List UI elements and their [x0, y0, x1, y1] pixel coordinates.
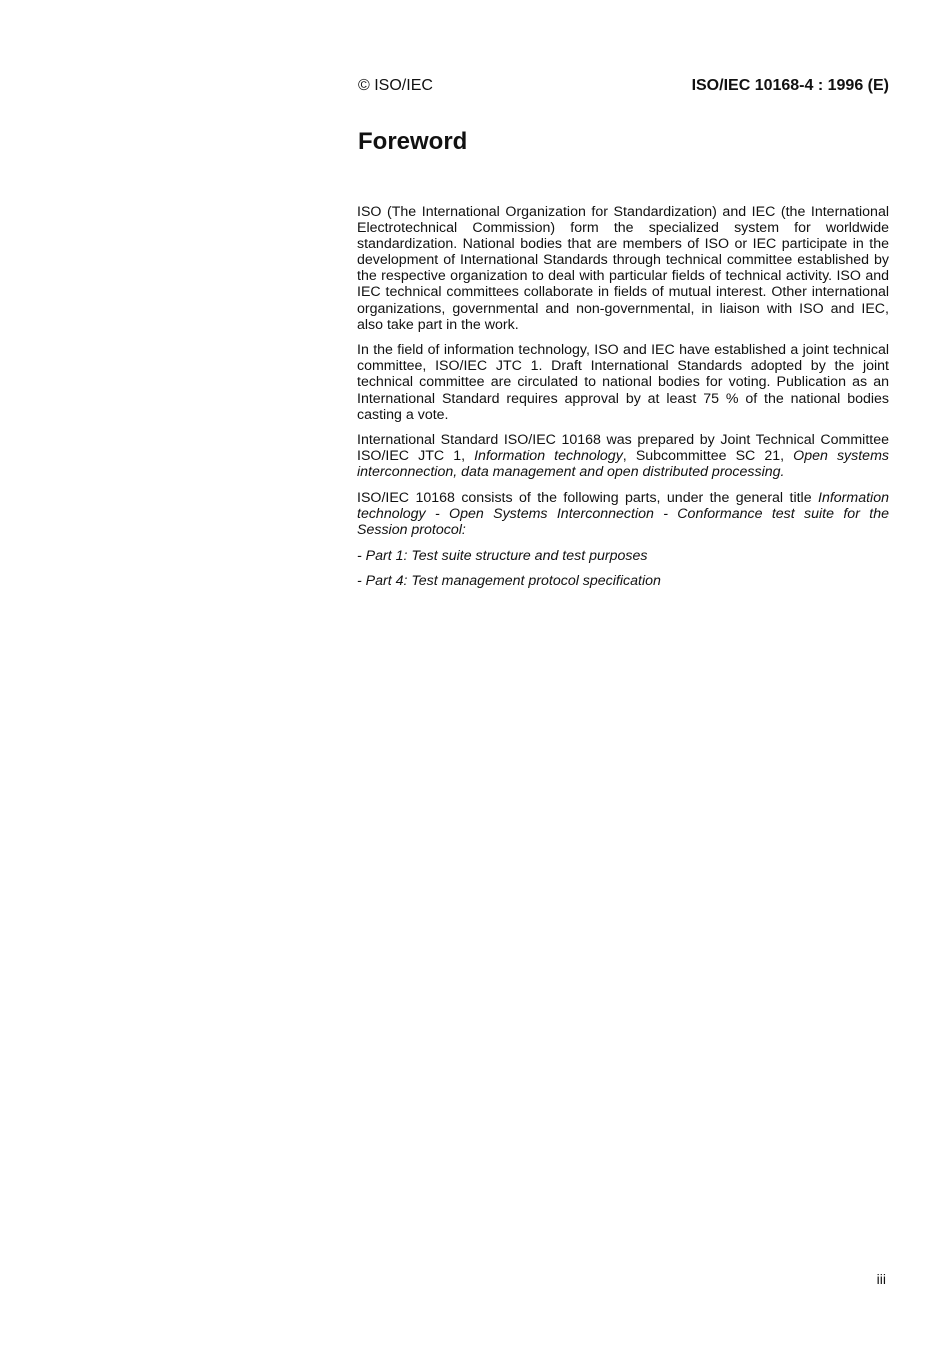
prepared-text-2: , Subcommittee SC 21, [622, 448, 794, 465]
page-title: Foreword [358, 128, 468, 155]
prepared-italic-2: Open systems interconnection, data management and open distributed processing. [357, 448, 889, 481]
paragraph-jtc1: In the field of information technology, ISO and IEC have established a joint technical committee, ISO/IEC JTC 1. Draft International Standards adopted by the joint technical committee are circulated to national bodies for voting. Publication as an International Standard requires approval by at least 75 % of the national bodies casting a vote. [357, 342, 889, 423]
paragraph-organizations: ISO (The International Organization for Standardization) and IEC (the International Electrotechnical Commission) form the specialized system for worldwide standardization. National bodies that are members of ISO or IEC participate in the development of International Standards through technical committee established by the respective organization to deal with particular fields of technical activity. ISO and IEC technical committees collaborate in fields of mutual interest. Other international organizations, governmental and non-governmental, in liaison with ISO and IEC, also take part in the work. [357, 204, 889, 333]
list-item-part-1: - Part 1: Test suite structure and test purposes [357, 547, 648, 564]
parts-intro-text: ISO/IEC 10168 consists of the following parts, under the general title [357, 490, 819, 506]
prepared-italic-1: Information technology [474, 448, 623, 465]
parts-intro-title: Information technology - Open Systems Interconnection - Conformance test suite for the Session protocol: [357, 490, 889, 539]
standard-number-header: ISO/IEC 10168-4 : 1996 (E) [691, 77, 889, 94]
prepared-text-1: International Standard ISO/IEC 10168 was prepared by Joint Technical Committee ISO/IEC JTC 1, [357, 432, 889, 465]
page-number: iii [876, 1271, 886, 1287]
paragraph-parts-intro [357, 490, 889, 538]
paragraph-prepared-by [357, 432, 889, 480]
list-item-part-4: - Part 4: Test management protocol specification [357, 573, 661, 590]
foreword-body [357, 204, 889, 599]
copyright-header: © ISO/IEC [358, 77, 433, 94]
